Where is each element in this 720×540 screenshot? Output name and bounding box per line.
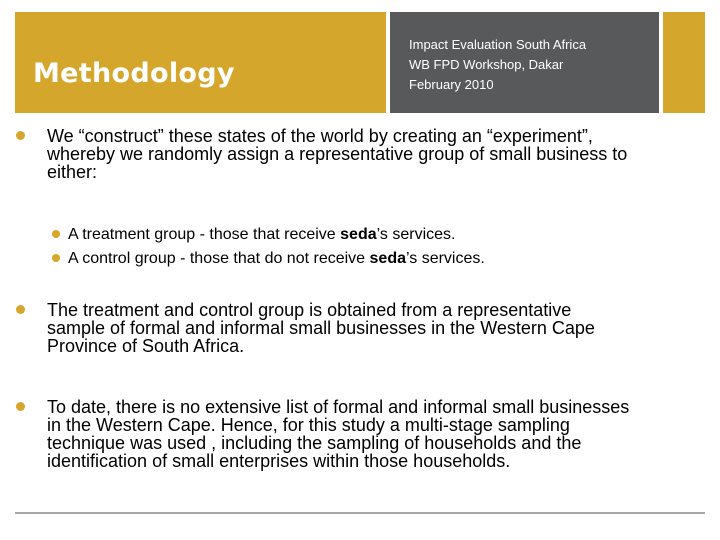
bullet-marker: [16, 131, 25, 140]
text-line: We “construct” these states of the world by creating an “experiment”,: [47, 126, 593, 146]
text-line: Province of South Africa.: [47, 336, 245, 356]
info-line-date: February 2010: [409, 77, 494, 92]
text-line: The treatment and control group is obtained from a representative: [47, 300, 572, 320]
sub-bullet-text: ’s services.: [405, 250, 485, 267]
footer-divider: [15, 512, 705, 514]
info-panel: [390, 12, 659, 113]
corner-accent: [663, 12, 705, 113]
info-line-event: Impact Evaluation South Africa: [409, 37, 587, 52]
sub-bullet-emphasis: seda: [340, 226, 377, 243]
sub-bullet-treatment: [68, 226, 455, 244]
sub-bullet-control: [68, 250, 485, 268]
sub-bullet-marker: [52, 254, 60, 262]
bullet-text: [47, 127, 627, 181]
text-line: whereby we randomly assign a representative group of small business to: [47, 144, 628, 164]
bullet-text: [47, 398, 629, 470]
text-line: in the Western Cape. Hence, for this study a multi-stage sampling: [47, 415, 570, 435]
bullet-marker: [16, 305, 25, 314]
info-line-workshop: WB FPD Workshop, Dakar: [409, 57, 564, 72]
slide-title: Methodology: [33, 58, 235, 89]
title-panel: [15, 12, 386, 113]
text-line: identification of small enterprises within those households.: [47, 451, 511, 471]
text-line: To date, there is no extensive list of formal and informal small businesses: [47, 397, 630, 417]
text-line: technique was used , including the sampling of households and the: [47, 433, 582, 453]
sub-bullet-text: A control group - those that do not receive: [68, 250, 370, 267]
sub-bullet-marker: [52, 230, 60, 238]
sub-bullet-text: ’s services.: [376, 226, 456, 243]
sub-bullet-emphasis: seda: [369, 250, 406, 267]
text-line: sample of formal and informal small businesses in the Western Cape: [47, 318, 595, 338]
sub-bullet-text: A treatment group - those that receive: [68, 226, 341, 243]
bullet-text: [47, 301, 595, 355]
text-line: either:: [47, 162, 98, 182]
bullet-marker: [16, 402, 25, 411]
